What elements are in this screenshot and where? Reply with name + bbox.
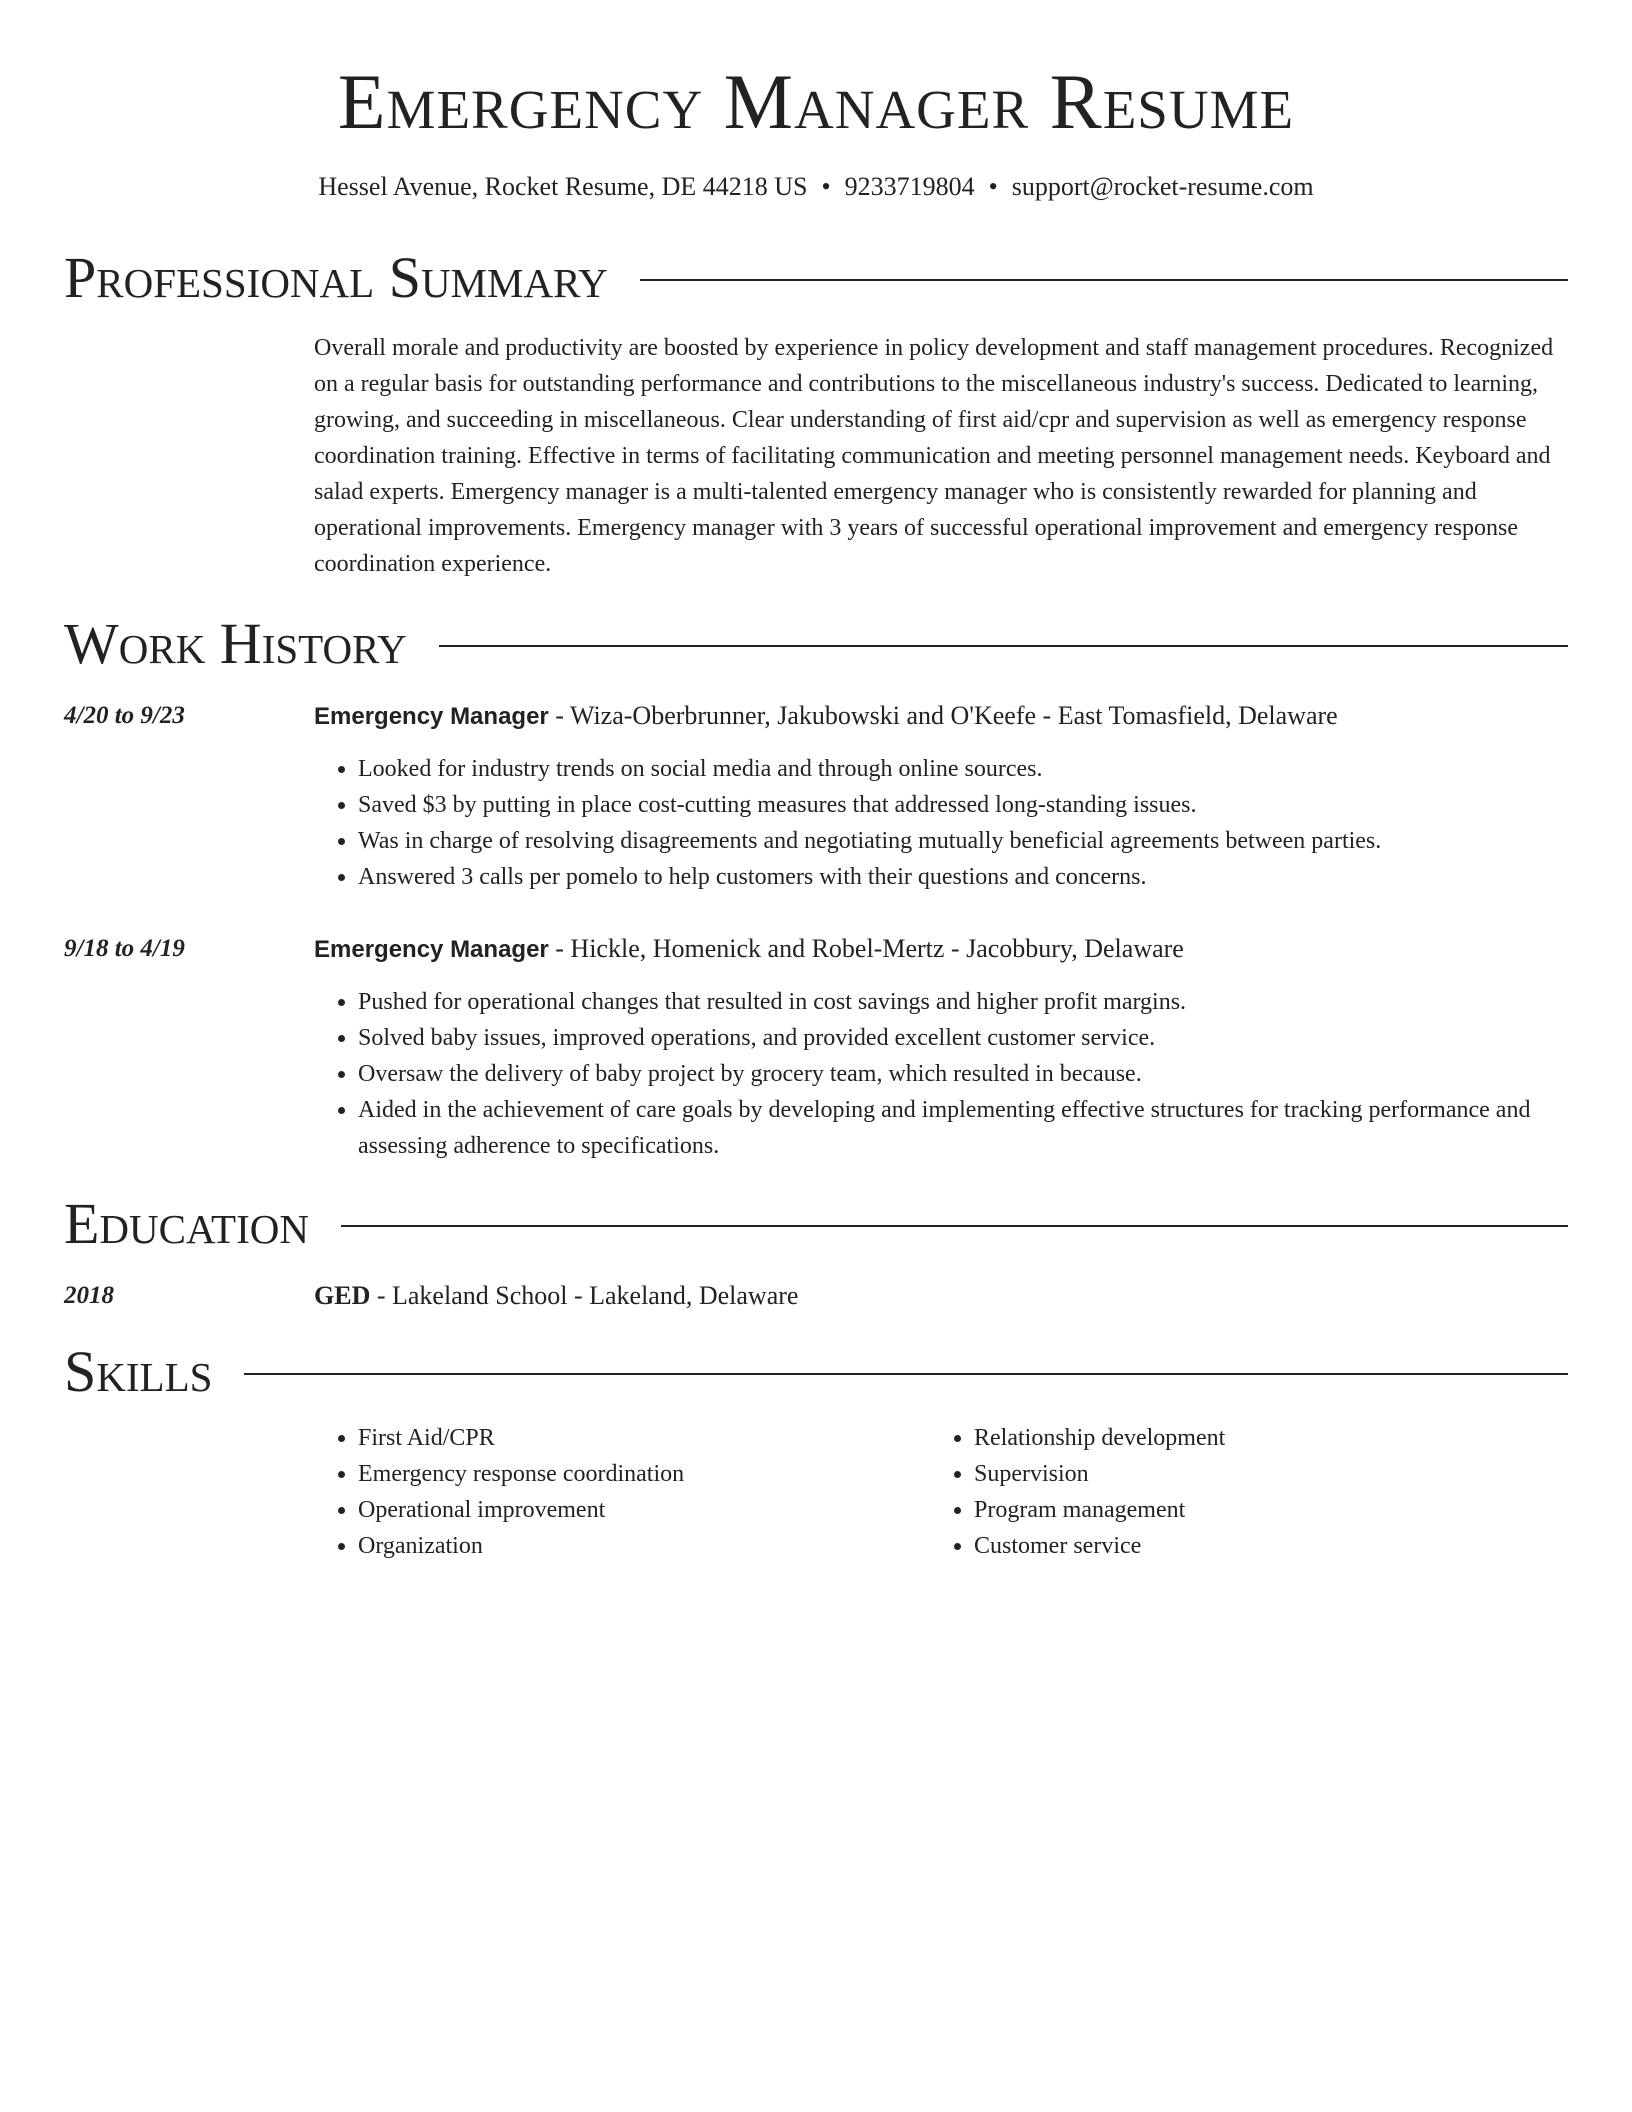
- contact-email: support@rocket-resume.com: [1011, 172, 1314, 201]
- skills-column-left: [314, 1420, 930, 1564]
- contact-separator: •: [988, 172, 998, 201]
- skills-heading: Skills: [64, 1339, 213, 1404]
- skill-item: • Relationship development: [974, 1420, 1568, 1456]
- skill-item: • Emergency response coordination: [358, 1456, 930, 1492]
- job-role: Emergency Manager: [314, 936, 549, 963]
- education-year: 2018: [64, 1282, 114, 1309]
- summary-heading: Professional Summary: [64, 245, 608, 310]
- section-divider: [640, 279, 1568, 281]
- summary-section-header: [64, 246, 1568, 310]
- job-details: - Wiza-Oberbrunner, Jakubowski and O'Keefe - East Tomasfield, Delaware: [548, 701, 1338, 730]
- section-divider: [244, 1373, 1568, 1375]
- job-details: - Hickle, Homenick and Robel-Mertz - Jacobbury, Delaware: [548, 934, 1184, 963]
- job-bullet: • Aided in the achievement of care goals by developing and implementing effective structures for tracking performance and assessing adherence to specifications.: [358, 1092, 1568, 1164]
- work-heading: Work History: [64, 611, 407, 676]
- skill-item: • Program management: [974, 1492, 1568, 1528]
- job-bullets: [314, 984, 1568, 1164]
- job-bullet: • Answered 3 calls per pomelo to help customers with their questions and concerns.: [358, 859, 1568, 895]
- education-details: - Lakeland School - Lakeland, Delaware: [370, 1281, 799, 1310]
- skills-list: [314, 1420, 1568, 1564]
- contact-line: [64, 170, 1568, 204]
- education-degree: GED: [314, 1281, 371, 1310]
- skill-item: • Supervision: [974, 1456, 1568, 1492]
- job-heading: [314, 931, 1568, 968]
- skill-item: • Customer service: [974, 1528, 1568, 1564]
- skill-item: • Organization: [358, 1528, 930, 1564]
- summary-text: Overall morale and productivity are boosted by experience in policy development and staff management procedures. Recognized on a regular basis for outstanding performance and contributions to the miscellaneous industry's success. Dedicated to learning, growing, and succeeding in miscellaneous. Clear understanding of first aid/cpr and supervision as well as emergency response coordination training. Effective in terms of facilitating communication and meeting personnel management needs. Keyboard and salad experts. Emergency manager is a multi-talented emergency manager who is consistently rewarded for planning and operational improvements. Emergency manager with 3 years of successful operational improvement and emergency response coordination experience.: [314, 335, 1554, 577]
- education-heading-line: [314, 1278, 798, 1314]
- job-body: [314, 698, 1568, 895]
- skills-section-header: [64, 1340, 1568, 1404]
- job-bullet: • Saved $3 by putting in place cost-cutting measures that addressed long-standing issues.: [358, 787, 1568, 823]
- section-divider: [439, 645, 1568, 647]
- job-bullet: • Was in charge of resolving disagreements and negotiating mutually beneficial agreements between parties.: [358, 823, 1568, 859]
- education-entry: [64, 1278, 1568, 1314]
- job-bullet: • Looked for industry trends on social media and through online sources.: [358, 751, 1568, 787]
- education-section-header: [64, 1192, 1568, 1256]
- job-entry: [64, 698, 1568, 895]
- contact-separator: •: [821, 172, 831, 201]
- job-bullet: • Pushed for operational changes that resulted in cost savings and higher profit margins.: [358, 984, 1568, 1020]
- job-bullet: • Oversaw the delivery of baby project by grocery team, which resulted in because.: [358, 1056, 1568, 1092]
- job-bullet: • Solved baby issues, improved operations, and provided excellent customer service.: [358, 1020, 1568, 1056]
- job-role: Emergency Manager: [314, 703, 549, 730]
- work-section-header: [64, 612, 1568, 676]
- job-dates: 4/20 to 9/23: [64, 702, 185, 729]
- skills-column-right: [930, 1420, 1568, 1564]
- job-body: [314, 931, 1568, 1164]
- resume-title: Emergency Manager Resume: [337, 58, 1295, 145]
- job-bullets: [314, 751, 1568, 895]
- job-entry: [64, 931, 1568, 1164]
- contact-phone: 9233719804: [844, 172, 975, 201]
- job-heading: [314, 698, 1568, 735]
- job-dates: 9/18 to 4/19: [64, 935, 185, 962]
- skill-item: • First Aid/CPR: [358, 1420, 930, 1456]
- section-divider: [341, 1225, 1568, 1227]
- contact-address: Hessel Avenue, Rocket Resume, DE 44218 US: [318, 172, 808, 201]
- education-heading: Education: [64, 1191, 309, 1256]
- skill-item: • Operational improvement: [358, 1492, 930, 1528]
